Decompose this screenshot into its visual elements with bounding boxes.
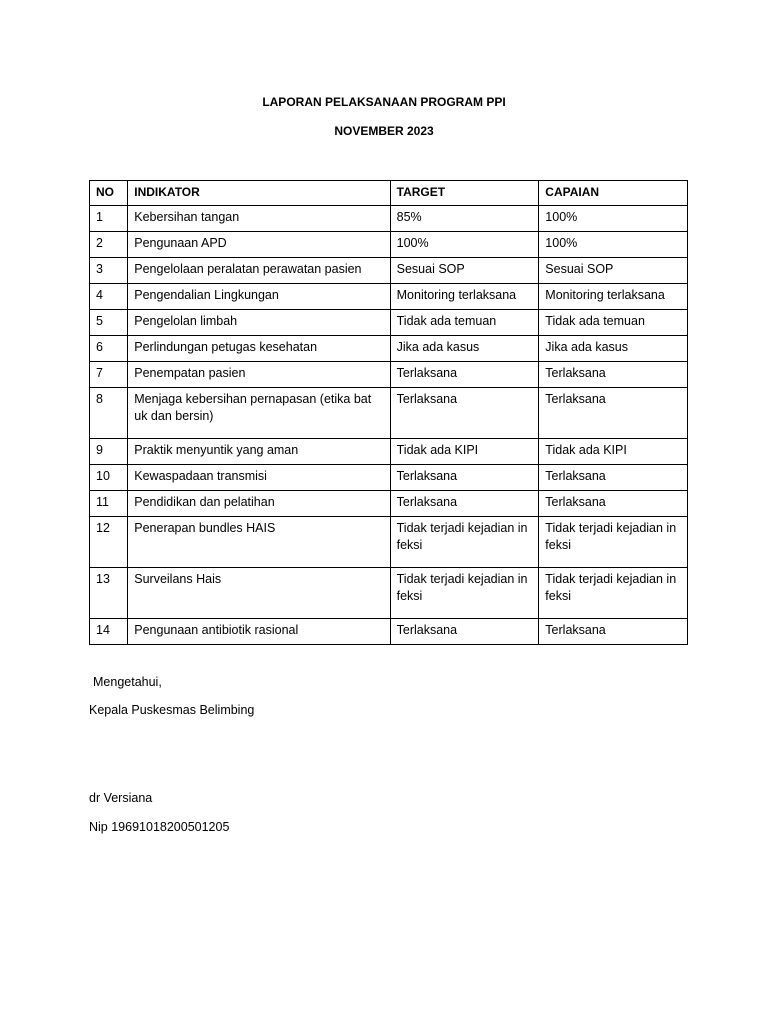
cell-achievement: 100% (539, 232, 688, 258)
cell-achievement: 100% (539, 206, 688, 232)
cell-target: Terlaksana (390, 619, 539, 645)
table-row (90, 388, 688, 439)
cell-achievement: Tidak terjadi kejadian in feksi (539, 517, 688, 568)
signatory-name: dr Versiana (89, 791, 153, 805)
cell-achievement: Tidak terjadi kejadian in feksi (539, 568, 688, 619)
cell-target: Tidak terjadi kejadian in feksi (390, 517, 539, 568)
cell-achievement: Tidak ada KIPI (539, 439, 688, 465)
cell-indicator: Pengunaan antibiotik rasional (128, 619, 390, 645)
cell-target: Terlaksana (390, 388, 539, 439)
cell-no: 1 (90, 206, 128, 232)
cell-target: 100% (390, 232, 539, 258)
cell-no: 12 (90, 517, 128, 568)
cell-target: Sesuai SOP (390, 258, 539, 284)
cell-indicator: Perlindungan petugas kesehatan (128, 336, 390, 362)
table-row (90, 619, 688, 645)
cell-indicator: Pendidikan dan pelatihan (128, 491, 390, 517)
cell-indicator: Menjaga kebersihan pernapasan (etika bat uk dan bersin) (128, 388, 390, 439)
report-table (89, 180, 688, 645)
acknowledgement-text: Mengetahui, (93, 675, 162, 689)
cell-no: 5 (90, 310, 128, 336)
cell-indicator: Pengendalian Lingkungan (128, 284, 390, 310)
cell-no: 2 (90, 232, 128, 258)
signatory-nip: Nip 19691018200501205 (89, 820, 230, 834)
cell-target: Monitoring terlaksana (390, 284, 539, 310)
cell-no: 8 (90, 388, 128, 439)
cell-achievement: Terlaksana (539, 465, 688, 491)
table-row (90, 284, 688, 310)
header-indicator: INDIKATOR (128, 181, 390, 206)
cell-indicator: Kewaspadaan transmisi (128, 465, 390, 491)
cell-achievement: Sesuai SOP (539, 258, 688, 284)
cell-achievement: Tidak ada temuan (539, 310, 688, 336)
table-row (90, 336, 688, 362)
cell-no: 6 (90, 336, 128, 362)
cell-target: Terlaksana (390, 362, 539, 388)
header-no: NO (90, 181, 128, 206)
cell-no: 14 (90, 619, 128, 645)
signatory-position: Kepala Puskesmas Belimbing (89, 703, 255, 717)
cell-indicator: Pengelolan limbah (128, 310, 390, 336)
table-row (90, 491, 688, 517)
table-row (90, 517, 688, 568)
document-title: LAPORAN PELAKSANAAN PROGRAM PPI (262, 95, 506, 109)
cell-target: Tidak ada temuan (390, 310, 539, 336)
table-row (90, 258, 688, 284)
table-row (90, 568, 688, 619)
cell-no: 3 (90, 258, 128, 284)
cell-no: 13 (90, 568, 128, 619)
cell-no: 9 (90, 439, 128, 465)
table-row (90, 465, 688, 491)
cell-achievement: Monitoring terlaksana (539, 284, 688, 310)
cell-target: Tidak ada KIPI (390, 439, 539, 465)
cell-indicator: Pengelolaan peralatan perawatan pasien (128, 258, 390, 284)
header-achievement: CAPAIAN (539, 181, 688, 206)
cell-indicator: Penerapan bundles HAIS (128, 517, 390, 568)
cell-achievement: Terlaksana (539, 362, 688, 388)
cell-indicator: Penempatan pasien (128, 362, 390, 388)
cell-achievement: Jika ada kasus (539, 336, 688, 362)
cell-no: 4 (90, 284, 128, 310)
table-header-row (90, 181, 688, 206)
table-row (90, 310, 688, 336)
cell-indicator: Surveilans Hais (128, 568, 390, 619)
cell-no: 11 (90, 491, 128, 517)
cell-achievement: Terlaksana (539, 619, 688, 645)
cell-target: 85% (390, 206, 539, 232)
cell-achievement: Terlaksana (539, 491, 688, 517)
header-target: TARGET (390, 181, 539, 206)
table-row (90, 232, 688, 258)
cell-target: Terlaksana (390, 491, 539, 517)
cell-no: 10 (90, 465, 128, 491)
cell-target: Jika ada kasus (390, 336, 539, 362)
cell-indicator: Pengunaan APD (128, 232, 390, 258)
cell-indicator: Praktik menyuntik yang aman (128, 439, 390, 465)
cell-no: 7 (90, 362, 128, 388)
cell-target: Terlaksana (390, 465, 539, 491)
table-row (90, 206, 688, 232)
cell-target: Tidak terjadi kejadian in feksi (390, 568, 539, 619)
document-period: NOVEMBER 2023 (334, 124, 434, 138)
table-row (90, 362, 688, 388)
cell-indicator: Kebersihan tangan (128, 206, 390, 232)
table-row (90, 439, 688, 465)
cell-achievement: Terlaksana (539, 388, 688, 439)
